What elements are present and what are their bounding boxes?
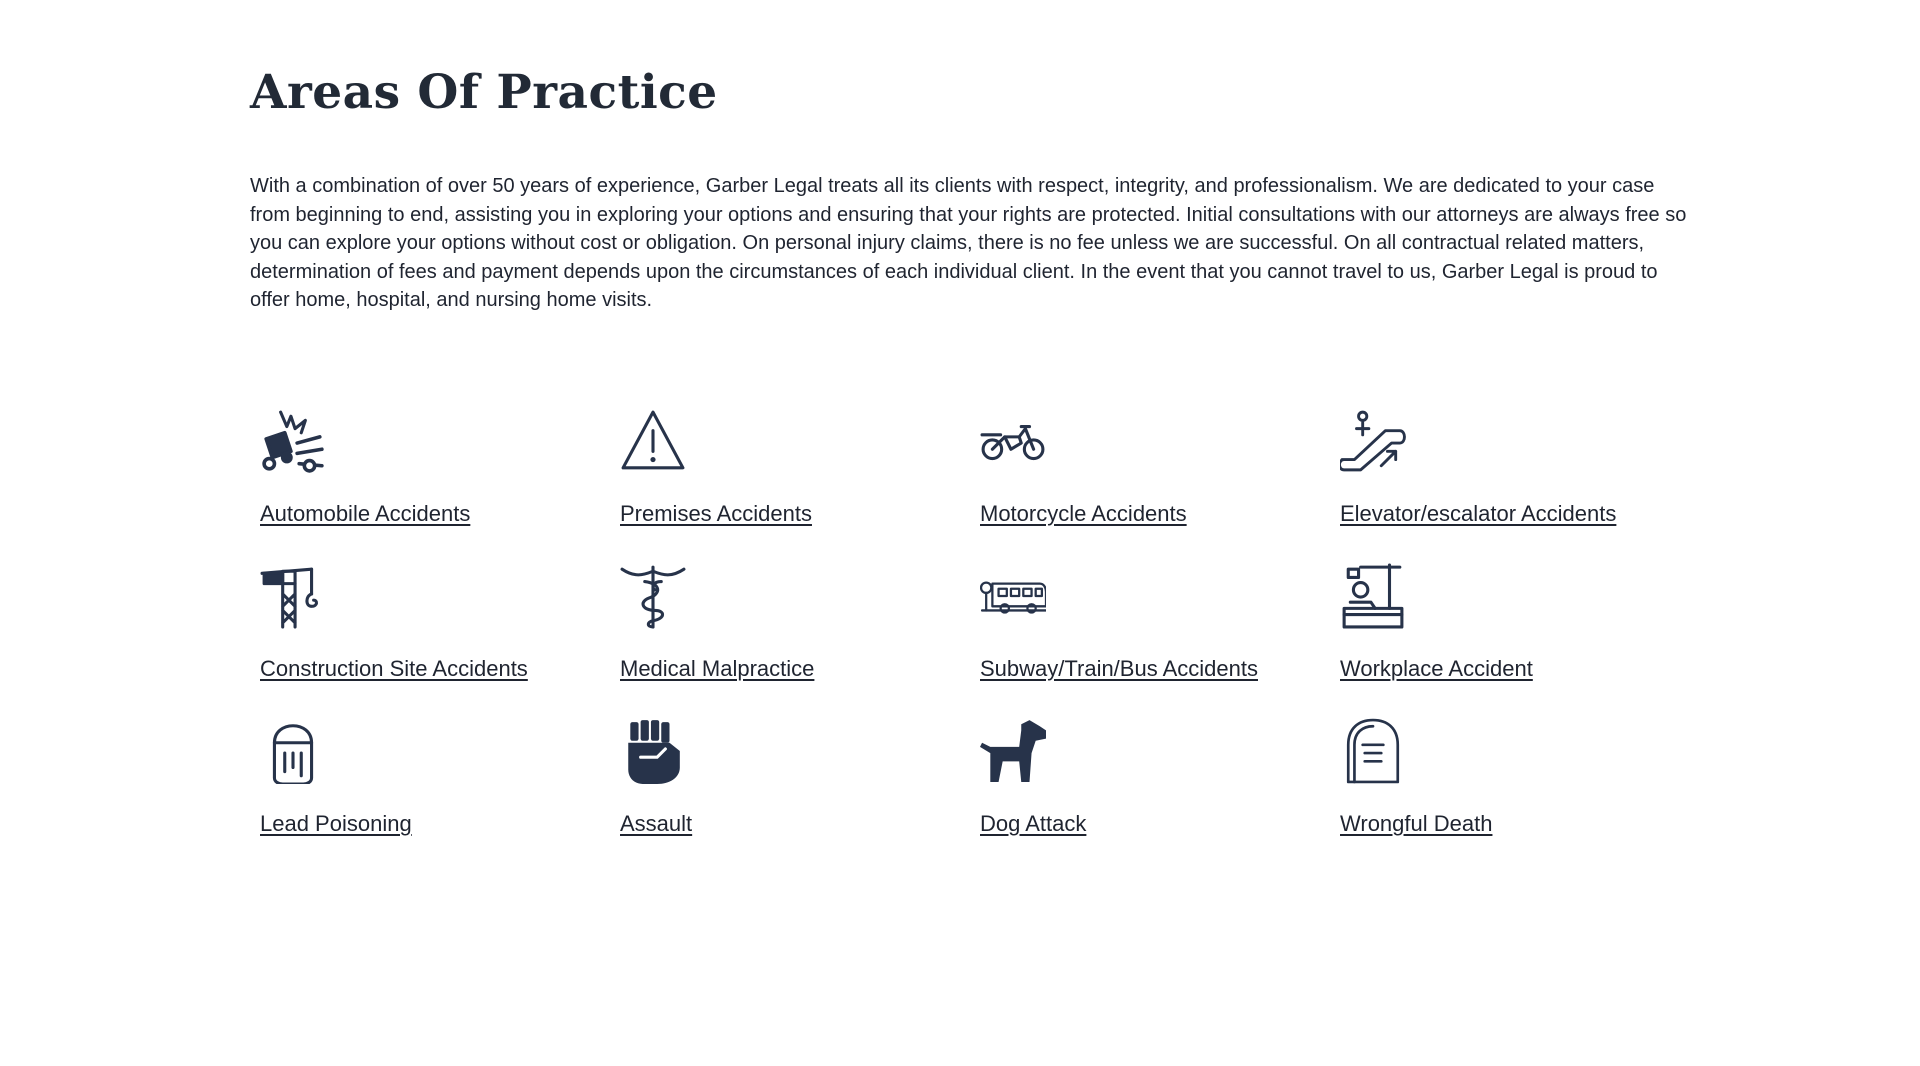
practice-card-premises bbox=[620, 408, 960, 558]
practice-card-automobile bbox=[260, 408, 600, 558]
dog-icon bbox=[980, 718, 1046, 784]
caduceus-icon bbox=[620, 563, 686, 629]
practice-card-escalator bbox=[1340, 408, 1680, 558]
practice-card-wrongful-death bbox=[1340, 718, 1680, 868]
workplace-icon bbox=[1340, 563, 1406, 629]
page-title: Areas Of Practice bbox=[250, 65, 718, 120]
practice-card-construction bbox=[260, 563, 600, 713]
practice-link-escalator[interactable]: Elevator/escalator Accidents bbox=[1340, 501, 1617, 526]
practice-card-assault bbox=[620, 718, 960, 868]
practice-card-dog bbox=[980, 718, 1320, 868]
warning-triangle-icon bbox=[620, 408, 686, 474]
escalator-icon bbox=[1340, 408, 1406, 474]
practice-link-construction[interactable]: Construction Site Accidents bbox=[260, 656, 528, 681]
paint-bucket-icon bbox=[260, 718, 326, 784]
practice-card-medical bbox=[620, 563, 960, 713]
tombstone-icon bbox=[1340, 718, 1406, 784]
practice-link-automobile[interactable]: Automobile Accidents bbox=[260, 501, 471, 526]
intro-paragraph: With a combination of over 50 years of experience, Garber Legal treats all its clients with respect, integrity, and professionalism. We are dedicated to your case from beginning to end, assisting you in exploring your options and ensuring that your rights are protected. Initial consultations with our attorneys are always free so you can explore your options without cost or obligation. On personal injury claims, there is no fee unless we are successful. On all contractual related matters, determination of fees and payment depends upon the circumstances of each individual client. In the event that you cannot travel to us, Garber Legal is proud to offer home, hospital, and nursing home visits. bbox=[250, 175, 1687, 311]
practice-card-motorcycle bbox=[980, 408, 1320, 558]
practice-link-medical[interactable]: Medical Malpractice bbox=[620, 656, 815, 681]
practice-link-workplace[interactable]: Workplace Accident bbox=[1340, 656, 1533, 681]
practice-link-dog[interactable]: Dog Attack bbox=[980, 811, 1087, 836]
practice-link-transit[interactable]: Subway/Train/Bus Accidents bbox=[980, 656, 1258, 681]
fist-icon bbox=[620, 718, 686, 784]
practice-link-wrongful-death[interactable]: Wrongful Death bbox=[1340, 811, 1493, 836]
practice-card-transit bbox=[980, 563, 1320, 713]
practice-link-lead[interactable]: Lead Poisoning bbox=[260, 811, 412, 836]
practice-card-workplace bbox=[1340, 563, 1680, 713]
practice-card-lead bbox=[260, 718, 600, 868]
car-crash-icon bbox=[260, 408, 326, 474]
practice-link-motorcycle[interactable]: Motorcycle Accidents bbox=[980, 501, 1187, 526]
motorcycle-icon bbox=[980, 408, 1046, 474]
practice-link-premises[interactable]: Premises Accidents bbox=[620, 501, 812, 526]
practice-link-assault[interactable]: Assault bbox=[620, 811, 693, 836]
crane-icon bbox=[260, 563, 326, 629]
bus-icon bbox=[980, 563, 1046, 629]
